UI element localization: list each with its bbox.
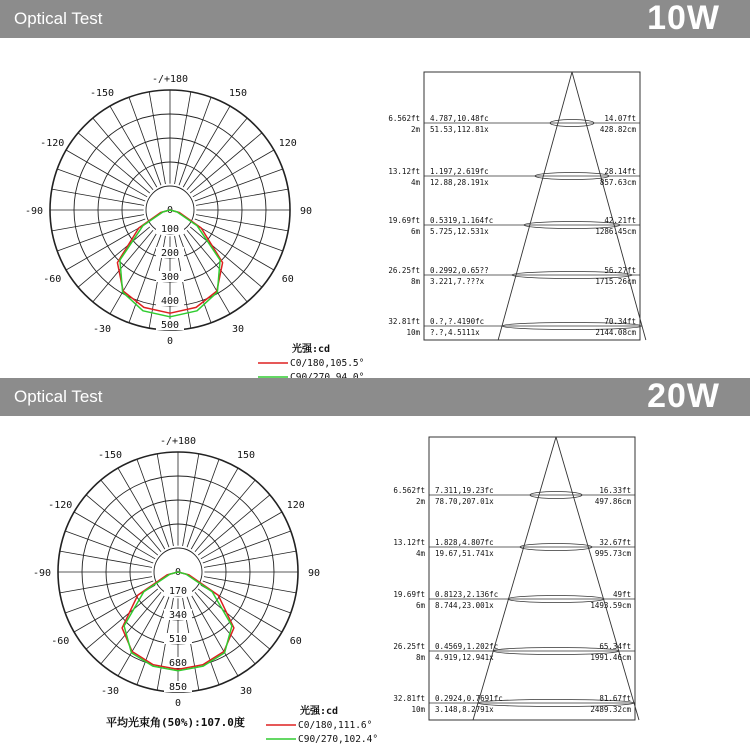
distance-m: 8m xyxy=(410,277,420,286)
radial-label: 170 xyxy=(168,586,188,597)
radial-label: 200 xyxy=(160,248,180,259)
radial-label: 100 xyxy=(160,224,180,235)
distance-m: 10m xyxy=(406,328,420,337)
radial-label: 340 xyxy=(168,610,188,621)
distance-m: 4m xyxy=(415,549,425,558)
angle-label: -90 xyxy=(24,206,44,217)
angle-label: 60 xyxy=(281,274,294,285)
angle-label: -150 xyxy=(89,88,115,100)
beam-angle-note: 平均光束角(50%):107.0度 xyxy=(106,716,245,729)
illuminance-lx: 8.744,23.001x xyxy=(435,601,494,610)
angle-label: -150 xyxy=(97,450,123,462)
angle-label: 0 xyxy=(166,336,174,347)
diameter-ft: 49ft xyxy=(612,590,631,599)
illuminance-fc: 0.8123,2.136fc xyxy=(435,590,499,599)
illuminance-fc: 0.2992,0.65?? xyxy=(430,266,489,275)
illuminance-fc: 4.787,10.48fc xyxy=(430,114,489,123)
distance-m: 8m xyxy=(415,653,425,662)
wattage-label: 20W xyxy=(647,377,720,415)
header-bar xyxy=(0,0,750,38)
illuminance-fc: 1.197,2.619fc xyxy=(430,167,489,176)
cone-diagram xyxy=(385,435,655,725)
diameter-cm: 1286.45cm xyxy=(595,227,636,236)
illuminance-fc: 7.311,19.23fc xyxy=(435,486,494,495)
diameter-cm: 857.63cm xyxy=(599,178,636,187)
polar-spoke xyxy=(57,219,145,251)
polar-spoke xyxy=(57,169,145,201)
polar-spoke xyxy=(137,459,169,547)
cone-edge xyxy=(473,437,556,720)
diameter-cm: 2489.32cm xyxy=(590,705,631,714)
angle-label: 90 xyxy=(299,206,313,217)
distance-ft: 32.81ft xyxy=(393,694,425,703)
illuminance-lx: 4.919,12.941x xyxy=(435,653,494,662)
radial-label: 680 xyxy=(168,658,188,669)
diameter-cm: 995.73cm xyxy=(594,549,631,558)
distance-ft: 6.562ft xyxy=(388,114,420,123)
wattage-label: 10W xyxy=(647,0,720,37)
angle-label: 60 xyxy=(289,636,302,647)
radial-label: 300 xyxy=(160,272,180,283)
polar-chart xyxy=(0,70,370,370)
diameter-cm: 1493.59cm xyxy=(590,601,631,610)
diameter-ft: 14.07ft xyxy=(604,114,636,123)
polar-spoke xyxy=(129,97,161,185)
cone-frame xyxy=(424,72,640,340)
radial-label: 0 xyxy=(166,205,174,216)
angle-label: 30 xyxy=(231,323,245,335)
polar-spoke xyxy=(179,97,211,185)
illuminance-lx: 19.67,51.741x xyxy=(435,549,494,558)
illuminance-fc: 0.4569,1.202fc xyxy=(435,642,499,651)
angle-label: -30 xyxy=(100,685,120,697)
angle-label: 150 xyxy=(236,450,256,462)
diameter-cm: 2144.08cm xyxy=(595,328,636,337)
distance-ft: 19.69ft xyxy=(388,216,420,225)
diameter-cm: 428.82cm xyxy=(599,125,636,134)
angle-label: -60 xyxy=(43,274,62,285)
polar-chart xyxy=(0,435,379,745)
distance-m: 6m xyxy=(415,601,425,610)
diameter-ft: 56.27ft xyxy=(604,266,636,275)
illuminance-lx: 51.53,112.81x xyxy=(430,125,489,134)
angle-label: 30 xyxy=(239,685,253,697)
header-bar xyxy=(0,378,750,416)
angle-label: -30 xyxy=(92,323,112,335)
distance-m: 2m xyxy=(415,497,425,506)
illuminance-fc: 0.5319,1.164fc xyxy=(430,216,494,225)
illuminance-lx: ?.?,4.5111x xyxy=(430,328,480,337)
angle-label: -/+180 xyxy=(159,436,197,447)
legend-item: C0/180,111.6° xyxy=(298,720,373,731)
distance-ft: 26.25ft xyxy=(388,266,420,275)
distance-m: 6m xyxy=(410,227,420,236)
angle-label: -120 xyxy=(40,138,65,149)
radial-label: 0 xyxy=(174,567,182,578)
polar-spoke xyxy=(203,531,291,563)
radial-label: 500 xyxy=(160,320,180,331)
diameter-cm: 497.86cm xyxy=(594,497,631,506)
diameter-ft: 42.21ft xyxy=(604,216,636,225)
distance-ft: 32.81ft xyxy=(388,317,420,326)
illuminance-lx: 5.725,12.531x xyxy=(430,227,489,236)
distance-ft: 6.562ft xyxy=(393,486,425,495)
angle-label: 120 xyxy=(286,500,305,511)
diameter-cm: 1991.46cm xyxy=(590,653,631,662)
diameter-ft: 16.33ft xyxy=(599,486,631,495)
cone-edge xyxy=(572,72,646,340)
distance-ft: 26.25ft xyxy=(393,642,425,651)
angle-label: 150 xyxy=(228,88,248,100)
diameter-ft: 65.34ft xyxy=(599,642,631,651)
diameter-cm: 1715.26cm xyxy=(595,277,636,286)
angle-label: -/+180 xyxy=(151,74,189,85)
illuminance-lx: 12.88,28.191x xyxy=(430,178,489,187)
angle-label: -60 xyxy=(51,636,70,647)
illuminance-lx: 78.70,207.01x xyxy=(435,497,494,506)
angle-label: 90 xyxy=(307,568,321,579)
distance-ft: 13.12ft xyxy=(393,538,425,547)
distance-m: 4m xyxy=(410,178,420,187)
diameter-ft: 28.14ft xyxy=(604,167,636,176)
distance-ft: 13.12ft xyxy=(388,167,420,176)
header-title: Optical Test xyxy=(14,387,103,406)
angle-label: -120 xyxy=(48,500,73,511)
legend-item: C0/180,105.5° xyxy=(290,358,365,369)
illuminance-lx: 3.221,7.???x xyxy=(430,277,485,286)
illuminance-fc: 0.?,?.4190fc xyxy=(430,317,485,326)
polar-spoke xyxy=(195,169,283,201)
cone-edge xyxy=(556,437,639,720)
cone-edge xyxy=(498,72,572,340)
distance-ft: 19.69ft xyxy=(393,590,425,599)
diameter-ft: 32.67ft xyxy=(599,538,631,547)
illuminance-fc: 1.828,4.807fc xyxy=(435,538,494,547)
diameter-ft: 81.67ft xyxy=(599,694,631,703)
polar-spoke xyxy=(65,531,153,563)
legend-title: 光强:cd xyxy=(300,706,339,717)
angle-label: 0 xyxy=(174,698,182,709)
radial-label: 510 xyxy=(168,634,188,645)
distance-m: 10m xyxy=(411,705,425,714)
legend-item: C90/270,102.4° xyxy=(298,734,379,745)
illuminance-lx: 3.148,8.2791x xyxy=(435,705,494,714)
legend-title: 光强:cd xyxy=(292,344,331,355)
angle-label: -90 xyxy=(32,568,52,579)
cone-diagram xyxy=(380,70,650,345)
radial-label: 400 xyxy=(160,296,180,307)
radial-label: 850 xyxy=(168,682,188,693)
header-title: Optical Test xyxy=(14,9,103,28)
cone-frame xyxy=(429,437,635,720)
polar-spoke xyxy=(187,459,219,547)
illuminance-fc: 0.2924,0.7691fc xyxy=(435,694,503,703)
diameter-ft: 70.34ft xyxy=(604,317,636,326)
polar-spoke xyxy=(195,219,283,251)
angle-label: 120 xyxy=(278,138,297,149)
distance-m: 2m xyxy=(410,125,420,134)
